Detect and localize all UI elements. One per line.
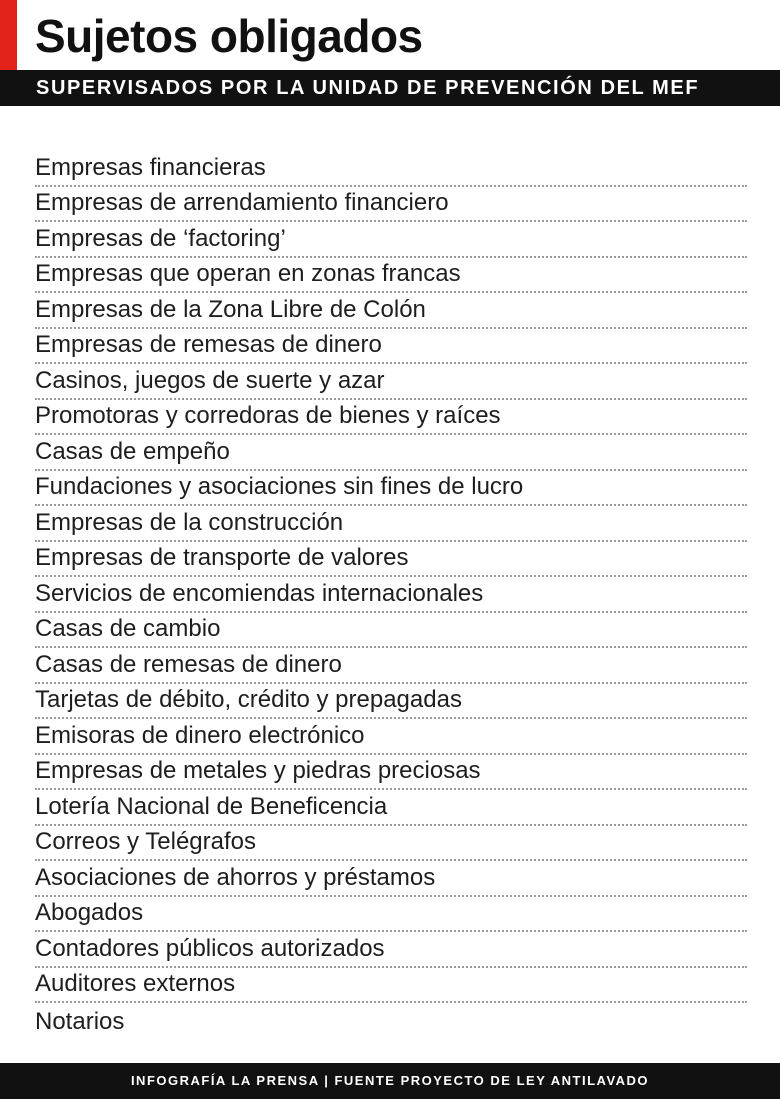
list-item-label: Asociaciones de ahorros y préstamos [35,863,436,891]
subtitle-band [0,70,780,106]
list-item-label: Notarios [35,1007,125,1035]
list-item [35,755,747,791]
list-item [35,577,747,613]
list-item [35,435,747,471]
list-item [35,506,747,542]
source-credit: INFOGRAFÍA LA PRENSA | FUENTE PROYECTO DE LEY ANTILAVADO [130,1073,650,1088]
list-item-label: Promotoras y corredoras de bienes y raíces [35,402,501,429]
page-subtitle: SUPERVISADOS POR LA UNIDAD DE PREVENCIÓN DEL MEF [36,77,700,99]
list-item [35,1003,747,1039]
accent-bar [0,0,17,70]
list-item [35,861,747,897]
list-item-label: Empresas de la Zona Libre de Colón [35,295,426,323]
list-item-label: Empresas de ‘factoring’ [35,224,286,252]
list-item [35,684,747,720]
list-item [35,222,747,258]
list-item-label: Tarjetas de débito, crédito y prepagadas [35,686,462,713]
list-item-label: Empresas de transporte de valores [35,544,409,571]
list-item [35,932,747,968]
list-item [35,293,747,329]
list-item [35,897,747,933]
list-item [35,187,747,223]
list-item-label: Casas de remesas de dinero [35,650,342,678]
list-item [35,400,747,436]
footer-band [0,1063,780,1099]
list-item-label: Empresas que operan en zonas francas [35,260,461,287]
list-item-label: Casas de cambio [35,615,221,642]
list-item-label: Empresas financieras [35,153,266,181]
list-item [35,968,747,1004]
list-item-label: Servicios de encomiendas internacionales [35,579,484,607]
list-item [35,329,747,365]
list-item-label: Abogados [35,899,144,926]
list-item [35,364,747,400]
list-item-label: Empresas de arrendamiento financiero [35,189,449,216]
list-item-label: Casinos, juegos de suerte y azar [35,366,385,394]
list-item-label: Casas de empeño [35,437,230,465]
list-item [35,542,747,578]
list-item [35,790,747,826]
list-item [35,719,747,755]
list-item-label: Empresas de metales y piedras preciosas [35,757,481,784]
list-item-label: Auditores externos [35,970,236,997]
list-item-label: Emisoras de dinero electrónico [35,721,365,749]
list-item-label: Correos y Telégrafos [35,828,256,855]
list-item [35,826,747,862]
list-item [35,471,747,507]
list-item [35,613,747,649]
list-item-label: Contadores públicos autorizados [35,934,385,962]
list-item-label: Empresas de la construcción [35,508,344,536]
list-item-label: Empresas de remesas de dinero [35,331,382,358]
page-title: Sujetos obligados [35,10,423,62]
list-item-label: Lotería Nacional de Beneficencia [35,792,388,820]
list-item [35,151,747,187]
obligated-entities-list [35,151,747,1039]
list-item [35,258,747,294]
list-item [35,648,747,684]
list-item-label: Fundaciones y asociaciones sin fines de lucro [35,473,524,500]
